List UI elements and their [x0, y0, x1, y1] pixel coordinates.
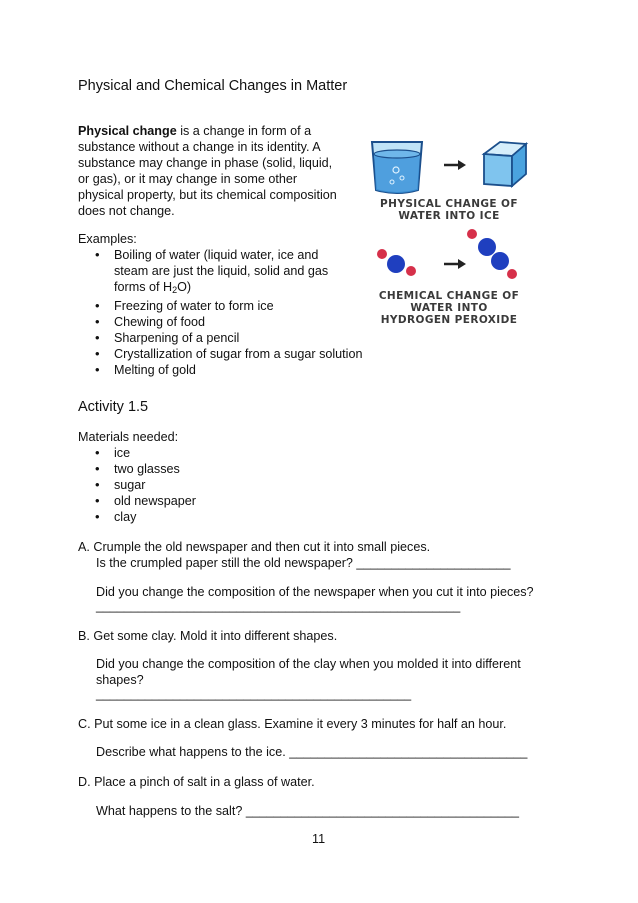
caption-chemical-change — [374, 290, 524, 326]
caption-physical-line-2: WATER INTO ICE — [398, 210, 500, 222]
hydrogen-peroxide-molecule-icon — [467, 229, 517, 279]
example-first-line-2: steam are just the liquid, solid and gas — [114, 264, 329, 278]
water-glass-icon — [372, 142, 422, 193]
section-d-instruction: D. Place a pinch of salt in a glass of water. — [78, 775, 315, 789]
materials-heading: Materials needed: — [78, 430, 179, 444]
intro-line-1-text: is a change in form of a — [176, 124, 312, 138]
caption-physical-change — [374, 198, 524, 222]
section-a-question-2: Did you change the composition of the newspaper when you cut it into pieces? — [96, 585, 534, 599]
material-item: • ice — [92, 445, 196, 461]
ice-cube-icon — [484, 142, 526, 186]
h2o-subscript: 2 — [172, 285, 178, 295]
page-number: 11 — [312, 832, 326, 846]
intro-line-3: substance may change in phase (solid, liquid, — [78, 156, 333, 170]
caption-physical-line-1: PHYSICAL CHANGE OF — [380, 198, 518, 210]
arrow-icon — [444, 259, 466, 269]
physical-change-term: Physical change — [78, 124, 177, 138]
section-b-instruction: B. Get some clay. Mold it into different shapes. — [78, 629, 338, 643]
example-item: • Chewing of food — [92, 314, 363, 330]
h2o-prefix: forms of H — [114, 280, 173, 294]
water-molecule-icon — [377, 249, 416, 276]
section-a-question-1: Is the crumpled paper still the old newspaper? ______________________ — [96, 556, 511, 570]
intro-line-6: does not change. — [78, 204, 175, 218]
intro-line-5: physical property, but its chemical composition — [78, 188, 337, 202]
material-item: • sugar — [92, 477, 196, 493]
section-b-question-line-1: Did you change the composition of the clay when you molded it into different — [96, 657, 521, 671]
section-d-question: What happens to the salt? _______________________________________ — [96, 804, 519, 818]
examples-heading: Examples: — [78, 232, 137, 246]
section-b-question-line-2: shapes? — [96, 673, 144, 687]
material-item: • clay — [92, 509, 196, 525]
materials-list — [92, 445, 196, 525]
page-title: Physical and Chemical Changes in Matter — [78, 78, 348, 94]
section-c-question: Describe what happens to the ice. __________________________________ — [96, 745, 528, 759]
material-item: • two glasses — [92, 461, 196, 477]
example-item — [92, 247, 363, 298]
intro-line-1 — [78, 123, 311, 139]
activity-title: Activity 1.5 — [78, 399, 149, 415]
section-c-instruction: C. Put some ice in a clean glass. Examine it every 3 minutes for half an hour. — [78, 717, 507, 731]
example-item: • Freezing of water to form ice — [92, 298, 363, 314]
intro-line-4: or gas), or it may change in some other — [78, 172, 298, 186]
example-item: • Sharpening of a pencil — [92, 330, 363, 346]
material-item: • old newspaper — [92, 493, 196, 509]
section-a-answer-line: ____________________________________________________ — [96, 599, 461, 613]
examples-list — [92, 247, 363, 378]
example-first-line-1: Boiling of water (liquid water, ice and — [114, 248, 319, 262]
example-first-line-3 — [114, 280, 191, 294]
example-item: • Melting of gold — [92, 362, 363, 378]
section-b-answer-line: _____________________________________________ — [96, 687, 412, 701]
caption-chemical-line-3: HYDROGEN PEROXIDE — [380, 314, 518, 326]
example-item: • Crystallization of sugar from a sugar solution — [92, 346, 363, 362]
arrow-icon — [444, 160, 466, 170]
intro-line-2: substance without a change in its identity. A — [78, 140, 321, 154]
caption-chemical-line-1: CHEMICAL CHANGE OF — [378, 290, 520, 302]
h2o-suffix: O) — [177, 280, 192, 294]
caption-chemical-line-2: WATER INTO — [410, 302, 488, 314]
section-a-instruction: A. Crumple the old newspaper and then cut it into small pieces. — [78, 540, 431, 554]
